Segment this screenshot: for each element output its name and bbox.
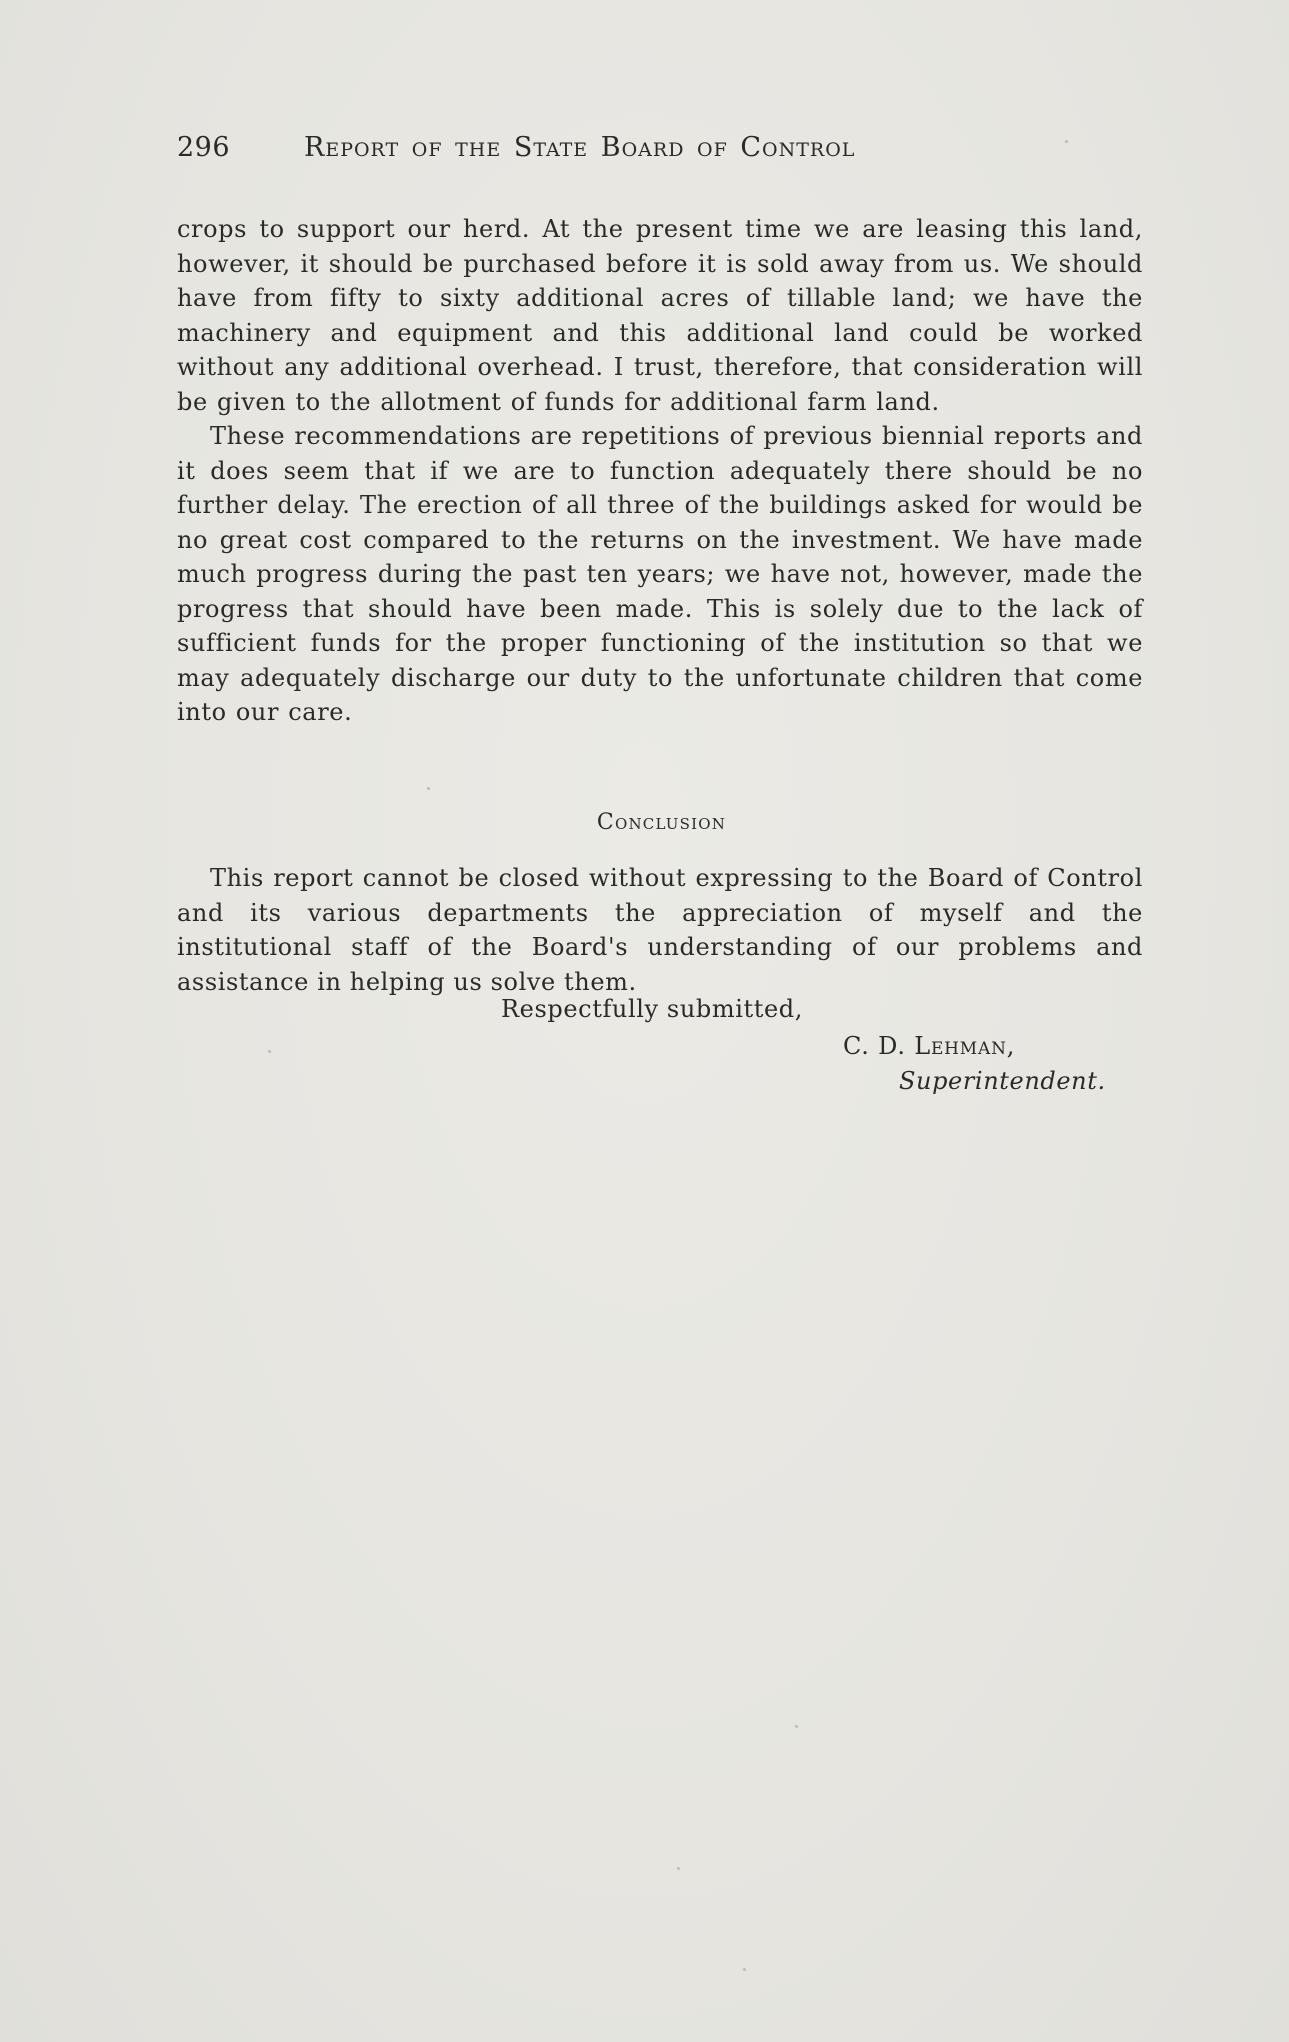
- closing-line: Respectfully submitted,: [501, 995, 803, 1023]
- paragraph-recommendations: These recommendations are repetitions of previous biennial reports and it does seem that if we are to function adequately there should be no further delay. The erection of all three of the buildings asked for would be no great cost compared to the returns on the investment. We have made much progress during the past ten years; we have not, however, made the progress that should have been made. This is solely due to the lack of sufficient funds for the proper functioning of the institution so that we may adequately discharge our duty to the unfortunate children that come into our care.: [177, 422, 1143, 726]
- conclusion-heading: [0, 810, 1289, 835]
- paper-speck: [677, 1867, 680, 1870]
- paper-speck: [268, 1050, 271, 1053]
- running-title: Report of the State Board of Control: [304, 132, 856, 163]
- paragraph-conclusion: This report cannot be closed without expressing to the Board of Control and its various departments the appreciation of myself and the institutional staff of the Board's understanding of our problems and assistance in helping us solve them.: [177, 864, 1143, 996]
- page-number: 296: [177, 132, 231, 163]
- paper-speck: [1065, 140, 1068, 143]
- body-text: [177, 212, 1143, 730]
- paper-speck: [743, 1968, 746, 1971]
- signer-comma: ,: [1006, 1032, 1016, 1060]
- signer-name: [843, 1032, 1015, 1060]
- paper-speck: [427, 787, 430, 790]
- conclusion-body: [177, 861, 1143, 999]
- signer-initials: C. D.: [843, 1032, 906, 1060]
- conclusion-heading-text: Conclusion: [596, 810, 727, 835]
- paragraph-crops: crops to support our herd. At the present time we are leasing this land, however, it should be purchased before it is sold away from us. We should have from fifty to sixty additional acres of tillable land; we have the machinery and equipment and this additional land could be worked without any additional overhead. I trust, therefore, that consideration will be given to the allotment of funds for additional farm land.: [177, 215, 1143, 416]
- signer-surname: Lehman: [914, 1032, 1007, 1060]
- page-header: [177, 132, 1117, 172]
- signer-title: Superintendent.: [899, 1067, 1106, 1095]
- paper-speck: [795, 1725, 798, 1728]
